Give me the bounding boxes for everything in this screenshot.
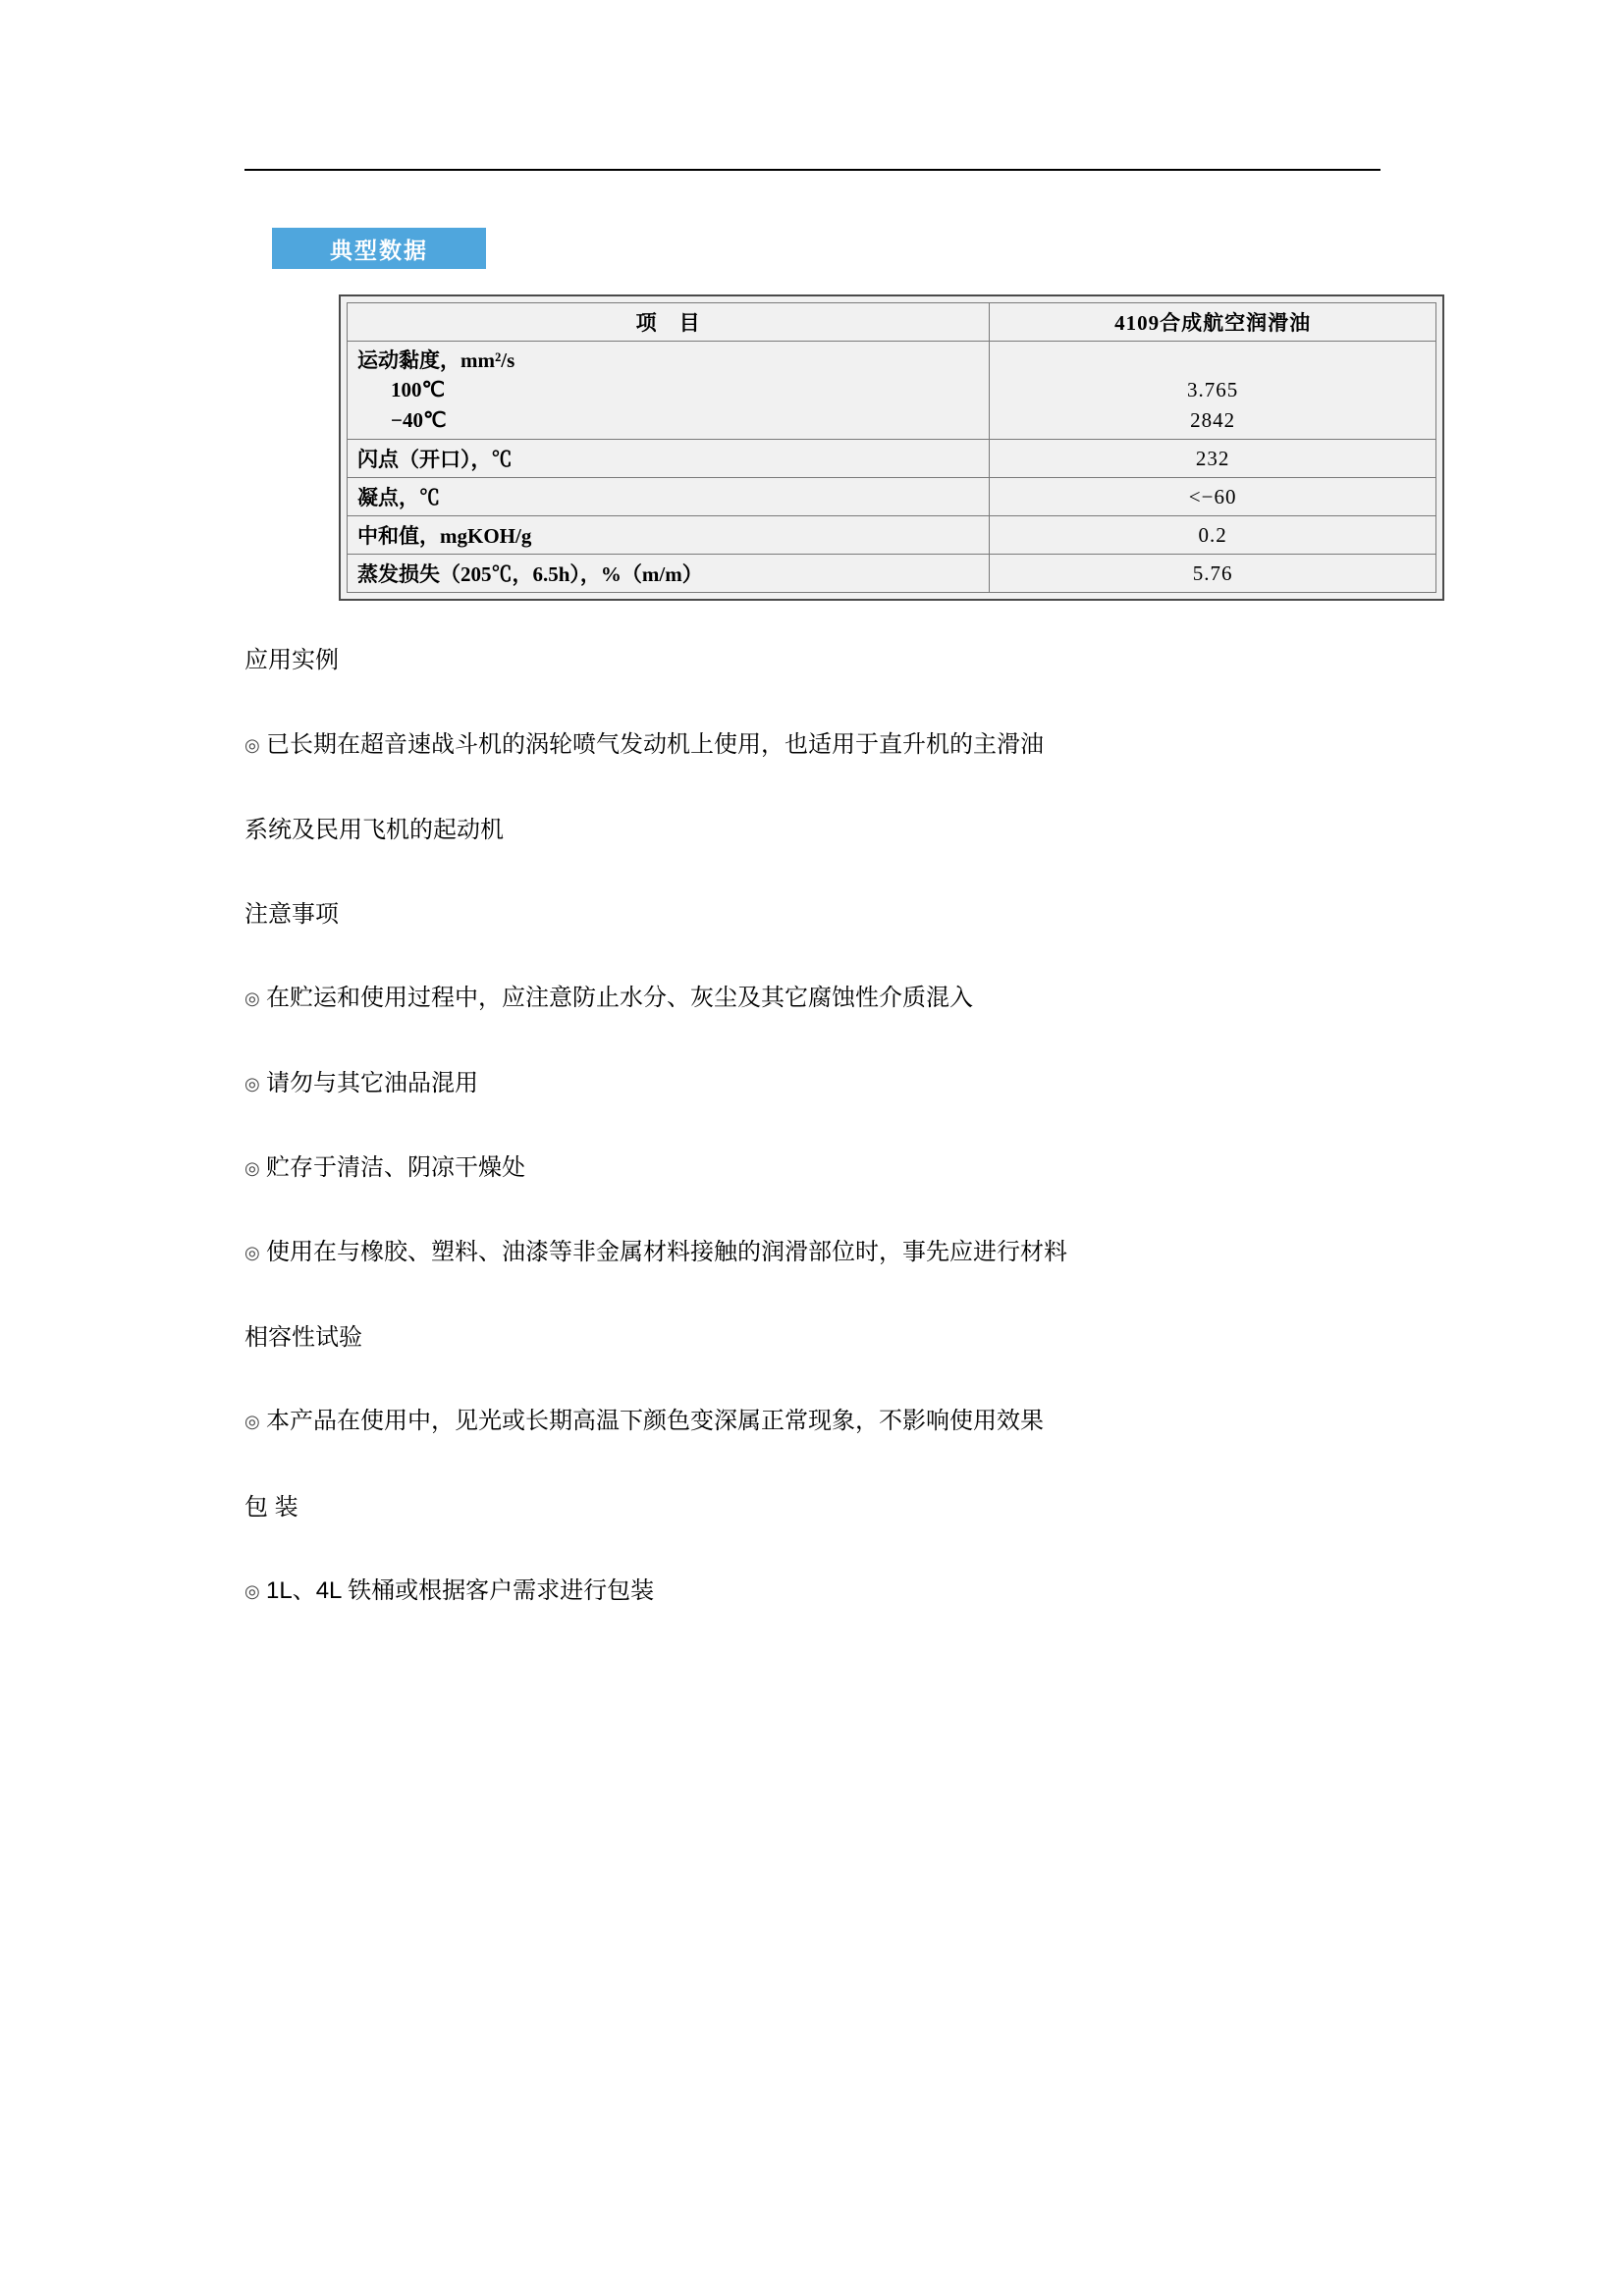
list-item-note-4-continued: 相容性试验 [244,1324,362,1351]
list-item-text: 请勿与其它油品混用 [266,1070,478,1096]
list-item-text: 已长期在超音速战斗机的涡轮喷气发动机上使用，也适用于直升机的主滑油 [266,731,1044,758]
table-row [348,478,1436,516]
list-item-note-4 [244,1237,1067,1268]
list-item-note-2 [244,1068,478,1099]
table-body [348,342,1436,593]
heading-notes: 注意事项 [244,901,339,928]
table-row [348,555,1436,593]
section-tag-typical-data: 典型数据 [272,228,486,269]
table-cell-value-evaporation: 5.76 [990,555,1436,593]
list-item-text: 使用在与橡胶、塑料、油漆等非金属材料接触的润滑部位时，事先应进行材料 [266,1239,1067,1265]
viscosity-label: 运动黏度，mm²/s [357,348,515,372]
table-cell-value-pourpoint: <−60 [990,478,1436,516]
list-item-packaging-1 [244,1575,654,1607]
table-row [348,342,1436,440]
list-item-note-5 [244,1406,1044,1437]
typical-data-table [347,302,1436,593]
table-cell-item-viscosity [348,342,990,440]
table-header-row [348,303,1436,342]
list-item-text: 1L、4L 铁桶或根据客户需求进行包装 [266,1577,655,1604]
list-item-note-3 [244,1152,525,1184]
heading-application-examples: 应用实例 [244,647,339,673]
table-cell-value-neutralization: 0.2 [990,516,1436,555]
bullet-icon: ◎ [244,1074,260,1094]
list-item-text: 贮存于清洁、阴凉干燥处 [266,1154,525,1181]
header-divider [244,169,1380,171]
list-item-application-1 [244,729,1044,761]
table-head [348,303,1436,342]
table-cell-value-flashpoint: 232 [990,440,1436,478]
table-row [348,440,1436,478]
bullet-icon: ◎ [244,1243,260,1262]
table-header-item: 项 目 [348,303,990,342]
bullet-icon: ◎ [244,735,260,755]
table-header-value: 4109合成航空润滑油 [990,303,1436,342]
table-cell-value-viscosity [990,342,1436,440]
viscosity-value-minus40c: 2842 [1190,407,1236,432]
bullet-icon: ◎ [244,1412,260,1431]
bullet-icon: ◎ [244,1158,260,1178]
list-item-note-1 [244,983,973,1014]
table-row [348,516,1436,555]
list-item-text: 在贮运和使用过程中，应注意防止水分、灰尘及其它腐蚀性介质混入 [266,985,973,1011]
typical-data-table-wrapper [339,294,1444,601]
viscosity-value-100c: 3.765 [1187,378,1239,402]
list-item-application-1-continued: 系统及民用飞机的起动机 [244,817,504,843]
table-cell-item-pourpoint: 凝点，℃ [348,478,990,516]
table-cell-item-flashpoint: 闪点（开口），℃ [348,440,990,478]
viscosity-sub-minus40c: −40℃ [391,407,447,432]
heading-packaging: 包 装 [244,1494,298,1521]
table-cell-item-neutralization: 中和值，mgKOH/g [348,516,990,555]
bullet-icon: ◎ [244,988,260,1008]
bullet-icon: ◎ [244,1581,260,1601]
table-cell-item-evaporation: 蒸发损失（205℃，6.5h），%（m/m） [348,555,990,593]
list-item-text: 本产品在使用中，见光或长期高温下颜色变深属正常现象，不影响使用效果 [266,1408,1044,1434]
viscosity-sub-100c: 100℃ [391,378,446,402]
